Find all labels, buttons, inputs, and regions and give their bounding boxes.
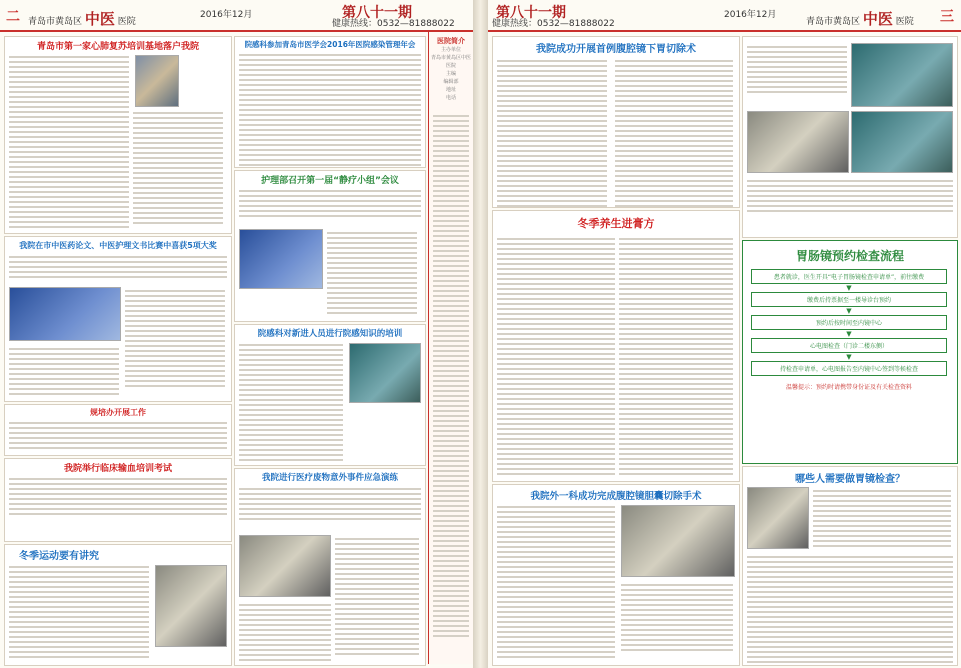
article-title: 我院举行临床输血培训考试 xyxy=(63,464,172,474)
article-title: 院感科对新进人员进行院感知识的培训 xyxy=(257,329,403,339)
article-iv-team xyxy=(234,170,426,322)
brand-suffix: 医院 xyxy=(895,17,914,27)
left-issue: 第八十一期 xyxy=(342,5,412,21)
left-date: 2016年12月 xyxy=(200,10,253,20)
arrow-down-icon: ▼ xyxy=(846,307,852,315)
article-photo xyxy=(239,229,323,289)
article-title: 我院外一科成功完成腹腔镜胆囊切除手术 xyxy=(530,491,702,502)
article-title: 冬季运动要有讲究 xyxy=(19,551,99,562)
sidebar-line: 主办单位 xyxy=(440,47,461,53)
right-hotline: 健康热线：0532—81888022 xyxy=(492,19,615,29)
article-winter-exercise xyxy=(4,544,232,666)
flow-title: 胃肠镜预约检查流程 xyxy=(795,249,904,263)
article-title: 青岛市第一家心肺复苏培训基地落户我院 xyxy=(36,42,199,52)
sidebar-title: 医院简介 xyxy=(437,37,465,45)
article-medical-waste-drill xyxy=(234,468,426,666)
article-title: 护理部召开第一届“静疗小组”会议 xyxy=(261,176,399,186)
sidebar-line: 电话 xyxy=(445,95,456,101)
article-photo xyxy=(135,55,179,107)
endoscopy-flow xyxy=(742,240,958,464)
flow-note: 温馨提示：预约时请携带身份证及有关检查资料 xyxy=(785,384,912,391)
article-title: 规培办开展工作 xyxy=(90,408,146,417)
article-cpr-base xyxy=(4,36,232,234)
article-photo xyxy=(747,111,849,173)
arrow-down-icon: ▼ xyxy=(846,353,852,361)
article-cholecystectomy xyxy=(492,484,740,666)
article-title: 我院进行医疗废物意外事件应急演练 xyxy=(261,473,398,483)
sidebar-line: 主编 xyxy=(445,71,456,77)
article-new-staff-training xyxy=(234,324,426,466)
article-photo xyxy=(9,287,121,341)
article-title: 我院成功开展首例腹腔镜下胃切除术 xyxy=(536,44,696,55)
sidebar-line: 编辑部 xyxy=(443,79,459,85)
arrow-down-icon: ▼ xyxy=(846,284,852,292)
article-continued xyxy=(742,36,958,238)
brand-prefix: 青岛市黄岛区 xyxy=(806,17,861,27)
left-sidebar xyxy=(428,32,473,664)
flow-step: 缴费后持票据至一楼导诊台预约 xyxy=(751,292,947,307)
right-page-number: 三 xyxy=(940,9,954,25)
article-winter-paste xyxy=(492,210,740,482)
article-photo xyxy=(349,343,421,403)
right-brand xyxy=(806,8,914,29)
article-title: 院感科参加青岛市医学会2016年医院感染管理年会 xyxy=(244,40,416,49)
left-page xyxy=(0,0,473,668)
left-header xyxy=(0,0,473,32)
article-title: 冬季养生进膏方 xyxy=(577,217,655,230)
arrow-down-icon: ▼ xyxy=(846,330,852,338)
article-photo xyxy=(621,505,735,577)
article-who-needs-gastroscopy xyxy=(742,466,958,666)
brand-name: 中医 xyxy=(862,10,893,28)
right-header xyxy=(488,0,961,32)
flow-step: 患者就诊，医生开具“电子胃肠镜检查申请单”，前往缴费 xyxy=(751,269,947,284)
article-photo xyxy=(155,565,227,647)
article-infection-conference xyxy=(234,36,426,168)
article-title: 我院在市中医药论文、中医护理文书比赛中喜获5项大奖 xyxy=(19,241,217,250)
article-training xyxy=(4,404,232,456)
article-photo xyxy=(747,487,809,549)
right-issue: 第八十一期 xyxy=(496,5,566,21)
left-page-number: 二 xyxy=(6,9,20,25)
brand-name: 中医 xyxy=(84,10,115,28)
article-photo xyxy=(851,43,953,107)
right-date: 2016年12月 xyxy=(724,10,777,20)
right-page xyxy=(488,0,961,668)
flow-step: 预约后按时间至内镜中心 xyxy=(751,315,947,330)
article-awards xyxy=(4,236,232,402)
left-brand xyxy=(28,8,136,29)
article-transfusion xyxy=(4,458,232,542)
left-hotline: 健康热线：0532—81888022 xyxy=(332,19,455,29)
article-title: 哪些人需要做胃镜检查？ xyxy=(795,474,905,485)
article-photo xyxy=(239,535,331,597)
brand-suffix: 医院 xyxy=(117,17,136,27)
flow-step: 心电图检查（门诊二楼东侧） xyxy=(751,338,947,353)
article-photo xyxy=(851,111,953,173)
sidebar-line: 青岛市黄岛区中医医院 xyxy=(430,55,471,69)
page-spine xyxy=(473,0,488,668)
sidebar-line: 地址 xyxy=(445,87,456,93)
article-laparoscopic-gastrectomy xyxy=(492,36,740,208)
brand-prefix: 青岛市黄岛区 xyxy=(28,17,83,27)
flow-step: 持检查申请单，心电图报告至内镜中心签到等候检查 xyxy=(751,361,947,376)
